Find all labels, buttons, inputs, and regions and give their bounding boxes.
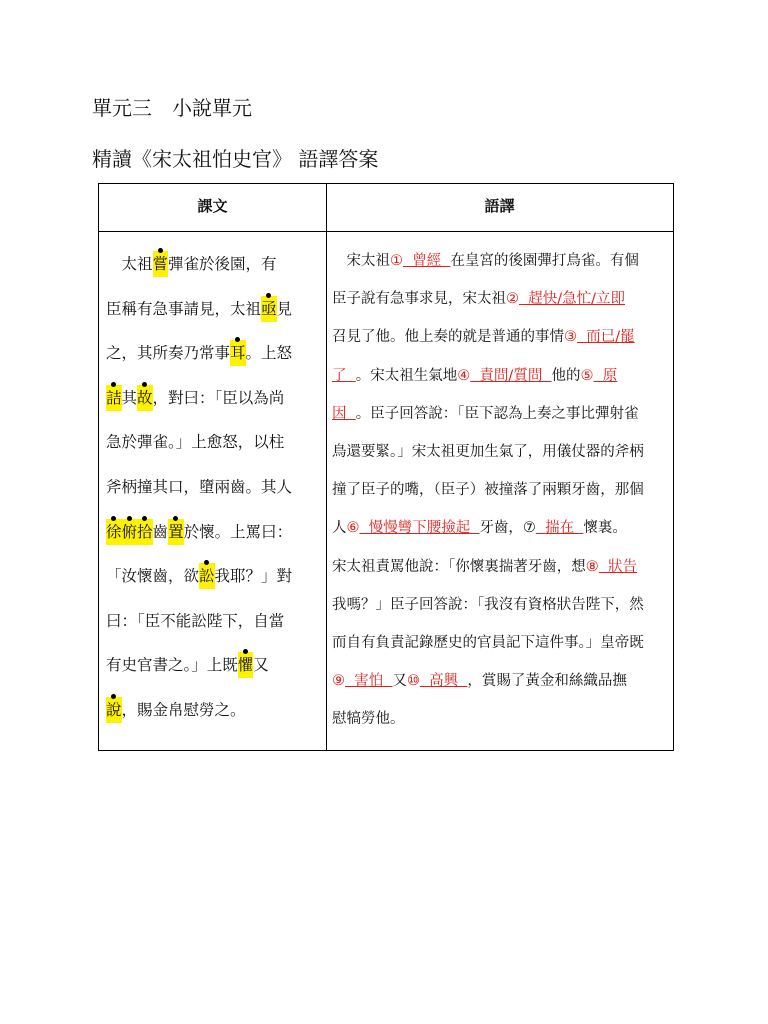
answer-blank: 責問/質問 xyxy=(470,367,552,384)
text-run: 慰犒勞他。 xyxy=(332,711,405,728)
translation-line xyxy=(332,662,672,700)
highlighted-keyword: 懼 xyxy=(238,652,254,678)
text-run: 彈雀於後園，有 xyxy=(168,255,277,273)
answer-blank: 趕快/急忙/立即 xyxy=(519,291,625,308)
unit-heading: 單元三 小說單元 xyxy=(92,96,252,120)
blank-number: ⑩ xyxy=(406,673,420,690)
answer-blank: 了 xyxy=(332,367,356,384)
classical-text-line xyxy=(106,599,318,644)
classical-text-line xyxy=(106,688,318,733)
classical-text-line xyxy=(106,376,318,421)
text-run: 齒 xyxy=(152,522,169,541)
highlighted-keyword: 嘗 xyxy=(153,251,169,277)
blank-number: ① xyxy=(390,253,403,269)
text-run: 。上怒 xyxy=(245,344,293,363)
highlighted-keyword: 俯 xyxy=(122,519,138,545)
text-run: 我耶？」對 xyxy=(214,567,293,586)
text-run: 在皇宮的後園彈打鳥雀。有個 xyxy=(450,253,639,269)
translation-line xyxy=(332,548,672,586)
answer-blank: 而已/罷 xyxy=(577,329,635,346)
text-run: 又 xyxy=(392,673,407,690)
text-run: 有史官書之。」上既 xyxy=(106,656,238,675)
blank-number: ⑨ xyxy=(332,673,345,690)
highlighted-keyword: 耳 xyxy=(230,340,246,366)
translation-line xyxy=(332,586,672,624)
text-run: 我嗎？」臣子回答說：「我沒有資格狀告陛下，然 xyxy=(332,596,644,613)
answer-blank: 狀告 xyxy=(598,558,637,575)
text-run: 而自有負責記錄歷史的官員記下這件事。」皇帝既 xyxy=(332,634,644,651)
text-run: ，賞賜了黃金和絲織品撫 xyxy=(467,673,627,690)
classical-text-line xyxy=(106,287,318,332)
classical-text-header: 課文 xyxy=(197,197,228,215)
translation-line xyxy=(332,280,672,318)
text-run: 曰：「臣不能訟陛下，自當 xyxy=(106,611,285,630)
text-run: 。臣子回答說：「臣下認為上奏之事比彈射雀 xyxy=(355,405,639,422)
text-run: 宋太祖責罵他說：「你懷裏揣著牙齒，想 xyxy=(332,558,586,575)
classical-text-line xyxy=(106,510,318,555)
text-run: 。宋太祖生氣地 xyxy=(355,367,458,384)
text-run: 於懷。上罵曰： xyxy=(183,522,293,541)
blank-number: ⑤ xyxy=(580,367,594,384)
translation-line xyxy=(332,318,672,356)
text-run: 宋太祖 xyxy=(332,253,390,269)
translation-header: 語譯 xyxy=(484,197,515,215)
answer-blank: 高興 xyxy=(419,673,468,690)
text-run: 斧柄撞其口，墮兩齒。其人 xyxy=(106,477,293,496)
text-run: 撞了臣子的嘴，（臣子）被撞落了兩顆牙齒，那個 xyxy=(332,482,644,499)
text-run: 鳥還要緊。」宋太祖更加生氣了，用儀仗器的斧柄 xyxy=(332,443,644,460)
text-run: 牙齒，⑦ xyxy=(479,520,536,537)
translation-line xyxy=(332,471,672,509)
answer-blank: 慢慢彎下腰撿起 xyxy=(359,520,480,537)
highlighted-keyword: 徐 xyxy=(106,519,122,545)
answer-blank: 揣在 xyxy=(535,520,584,537)
answer-blank: 害怕 xyxy=(345,673,393,690)
blank-number: ③ xyxy=(564,329,577,346)
text-run: ，賜金帛慰勞之。 xyxy=(121,700,246,719)
text-run: 他的 xyxy=(551,367,581,384)
highlighted-keyword: 訟 xyxy=(199,563,215,589)
text-run: 太祖 xyxy=(106,255,153,273)
classical-text-line xyxy=(106,643,318,688)
highlighted-keyword: 說 xyxy=(106,697,122,723)
highlighted-keyword: 拾 xyxy=(137,519,153,545)
blank-number: ② xyxy=(506,291,519,308)
translation-line xyxy=(332,357,672,395)
translation-line xyxy=(332,624,672,662)
text-run: 召見了他。他上奏的就是普通的事情 xyxy=(332,329,564,346)
answer-blank: 曾經 xyxy=(403,253,451,269)
text-run: 又 xyxy=(253,656,269,675)
translation-line xyxy=(332,433,672,471)
text-run: 見 xyxy=(276,299,293,318)
text-run: 其 xyxy=(121,388,138,407)
text-run: 臣子說有急事求見，宋太祖 xyxy=(332,291,506,308)
text-run: 「汝懷齒，欲 xyxy=(106,567,200,586)
classical-text-line xyxy=(106,242,318,287)
header-divider xyxy=(99,231,673,232)
text-run: 之，其所奏乃常事 xyxy=(106,344,231,363)
blank-number: ⑥ xyxy=(346,520,360,537)
column-divider xyxy=(326,184,327,750)
translation-line xyxy=(332,509,672,547)
highlighted-keyword: 亟 xyxy=(261,296,277,322)
text-run: 人 xyxy=(332,520,347,537)
blank-number: ④ xyxy=(457,367,471,384)
text-run: 懷裏。 xyxy=(583,520,627,537)
classical-text-line xyxy=(106,331,318,376)
text-run: 臣稱有急事請見，太祖 xyxy=(106,299,262,318)
blank-number: ⑧ xyxy=(585,558,599,575)
highlighted-keyword: 詰 xyxy=(106,385,122,411)
answer-table xyxy=(98,183,674,751)
classical-text-line xyxy=(106,420,318,465)
translation-line xyxy=(332,395,672,433)
text-run: 急於彈雀。」上愈怒，以柱 xyxy=(106,433,285,452)
page-title: 精讀《宋太祖怕史官》 語譯答案 xyxy=(92,147,379,171)
highlighted-keyword: 置 xyxy=(168,519,184,545)
classical-text-cell xyxy=(106,242,318,733)
answer-blank: 原 xyxy=(593,367,618,384)
highlighted-keyword: 故 xyxy=(137,385,153,411)
translation-line xyxy=(332,700,672,738)
answer-blank: 因 xyxy=(332,405,356,422)
classical-text-line xyxy=(106,465,318,510)
text-run: ，對曰：「臣以為尚 xyxy=(152,388,285,407)
translation-cell xyxy=(332,242,672,738)
classical-text-line xyxy=(106,554,318,599)
translation-line xyxy=(332,242,672,280)
